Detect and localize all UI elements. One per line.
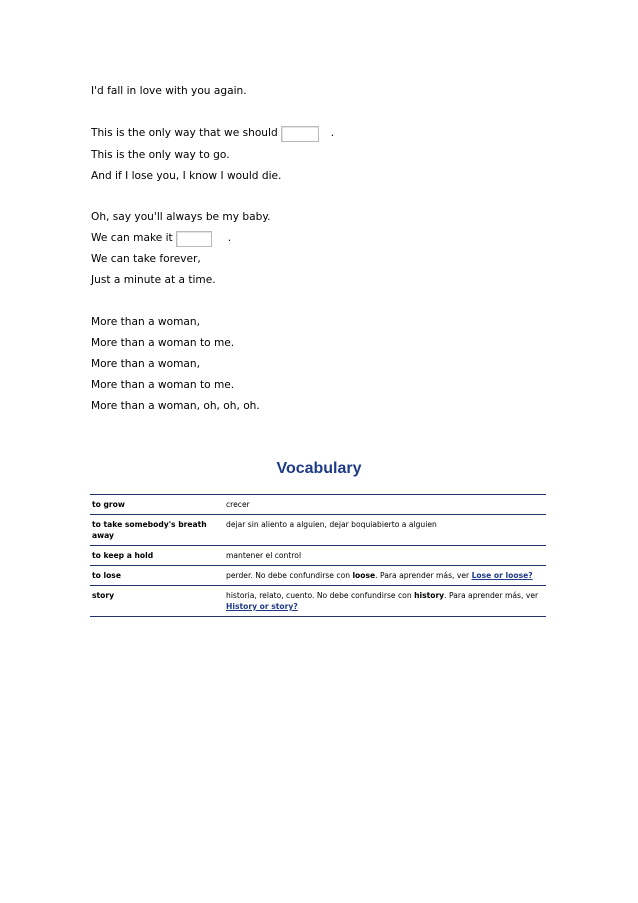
lyric-line: This is the only way to go. [91, 149, 230, 161]
lyric-line: And if I lose you, I know I would die. [91, 170, 282, 182]
vocab-term: to keep a hold [90, 546, 224, 566]
lyric-line-with-blank [91, 231, 231, 247]
vocab-definition: mantener el control [224, 546, 546, 566]
table-row [90, 586, 546, 617]
lyric-line: We can take forever, [91, 253, 201, 265]
lose-or-loose-link[interactable]: Lose or loose? [471, 571, 533, 580]
vocab-term: to grow [90, 495, 224, 515]
lyric-text: We can make it [91, 232, 173, 244]
lyric-line: More than a woman, [91, 358, 200, 370]
lyric-text: . [227, 232, 232, 244]
answer-input[interactable] [176, 231, 212, 247]
confusable-word: loose [352, 571, 376, 580]
vocabulary-title: Vocabulary [276, 460, 362, 477]
table-row [90, 566, 546, 586]
lyric-line: Oh, say you'll always be my baby. [91, 211, 271, 223]
lyric-text: This is the only way that we should [91, 127, 278, 139]
confusable-word: history [414, 591, 445, 600]
vocab-term: to take somebody's breath away [90, 515, 224, 546]
vocab-definition: perder. No debe confundirse con loose. Para aprender más, ver Lose or loose? [224, 566, 546, 586]
lyric-line-with-blank [91, 126, 334, 142]
table-row [90, 546, 546, 566]
vocab-definition: historia, relato, cuento. No debe confundirse con history. Para aprender más, ver History or story? [224, 586, 546, 617]
lyric-line: Just a minute at a time. [91, 274, 216, 286]
lyric-line: More than a woman to me. [91, 337, 235, 349]
table-row [90, 515, 546, 546]
vocab-term: to lose [90, 566, 224, 586]
lyric-line: More than a woman, [91, 316, 200, 328]
vocab-definition: dejar sin aliento a alguien, dejar boquiabierto a alguien [224, 515, 546, 546]
vocab-term: story [90, 586, 224, 617]
lyric-line: More than a woman, oh, oh, oh. [91, 400, 260, 412]
lyric-line: I'd fall in love with you again. [91, 85, 247, 97]
table-row [90, 495, 546, 515]
vocab-definition: crecer [224, 495, 546, 515]
lyric-text: . [330, 127, 335, 139]
lyric-line: More than a woman to me. [91, 379, 235, 391]
answer-input[interactable] [281, 126, 319, 142]
vocabulary-table [90, 494, 546, 617]
history-or-story-link[interactable]: History or story? [226, 602, 298, 611]
